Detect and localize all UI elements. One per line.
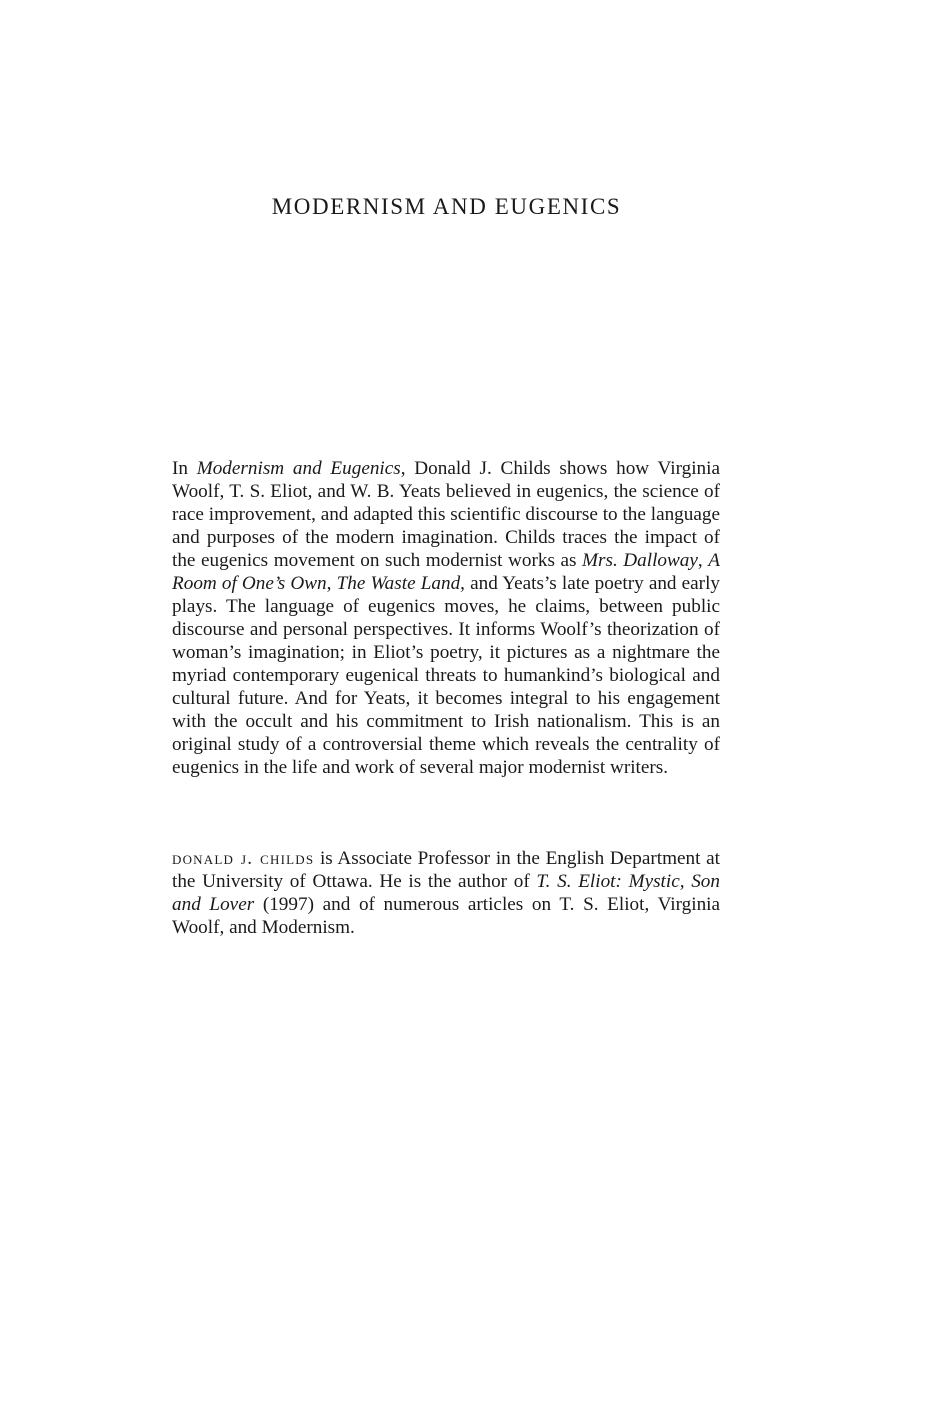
bio-text-part2: (1997) and of numerous articles on T. S. Eliot, Virginia Woolf, and Modernism. bbox=[172, 894, 721, 938]
blurb-text-part2: , and Yeats’s late poetry and early plays. The language of eugenics moves, he claims, between public discourse and personal perspectives. It informs Woolf’s theorization of woman’s imagination; in Eliot’s poetry, it pictures as a nightmare the myriad contemporary eugenical threats to humankind’s biological and cultural future. And for Yeats, it becomes integral to his engagement with the occult and his commitment to Irish nationalism. This is an original study of a controversial theme which reveals the centrality of eugenics in the life and work of several major modernist writers. bbox=[172, 573, 720, 778]
blurb-book-title: Modernism and Eugenics bbox=[196, 458, 401, 479]
blurb-work-waste-land: The Waste Land bbox=[336, 573, 461, 594]
blurb-work-room-of-ones-own: A Room of One’s Own bbox=[172, 550, 721, 594]
page-title: MODERNISM AND EUGENICS bbox=[271, 194, 622, 219]
blurb-intro-prefix: In bbox=[172, 458, 197, 479]
book-description bbox=[172, 457, 720, 779]
author-name: donald j. childs bbox=[172, 848, 315, 869]
blurb-work-mrs-dalloway: Mrs. Dalloway bbox=[582, 550, 698, 571]
blurb-separator: , bbox=[697, 550, 709, 571]
blurb-text-part1: , Donald J. Childs shows how Virginia Woolf, T. S. Eliot, and W. B. Yeats believed in eugenics, the science of race improvement, and adapted this scientific discourse to the language and purposes of the modern imagination. Childs traces the impact of the eugenics movement on such modernist works as bbox=[172, 458, 720, 571]
blurb-separator: , bbox=[326, 573, 337, 594]
bio-text-part1: is Associate Professor in the English Department at the University of Ottawa. He is the author of bbox=[172, 848, 720, 892]
bio-book-title: T. S. Eliot: Mystic, Son and Lover bbox=[172, 871, 720, 915]
author-bio bbox=[172, 847, 720, 939]
